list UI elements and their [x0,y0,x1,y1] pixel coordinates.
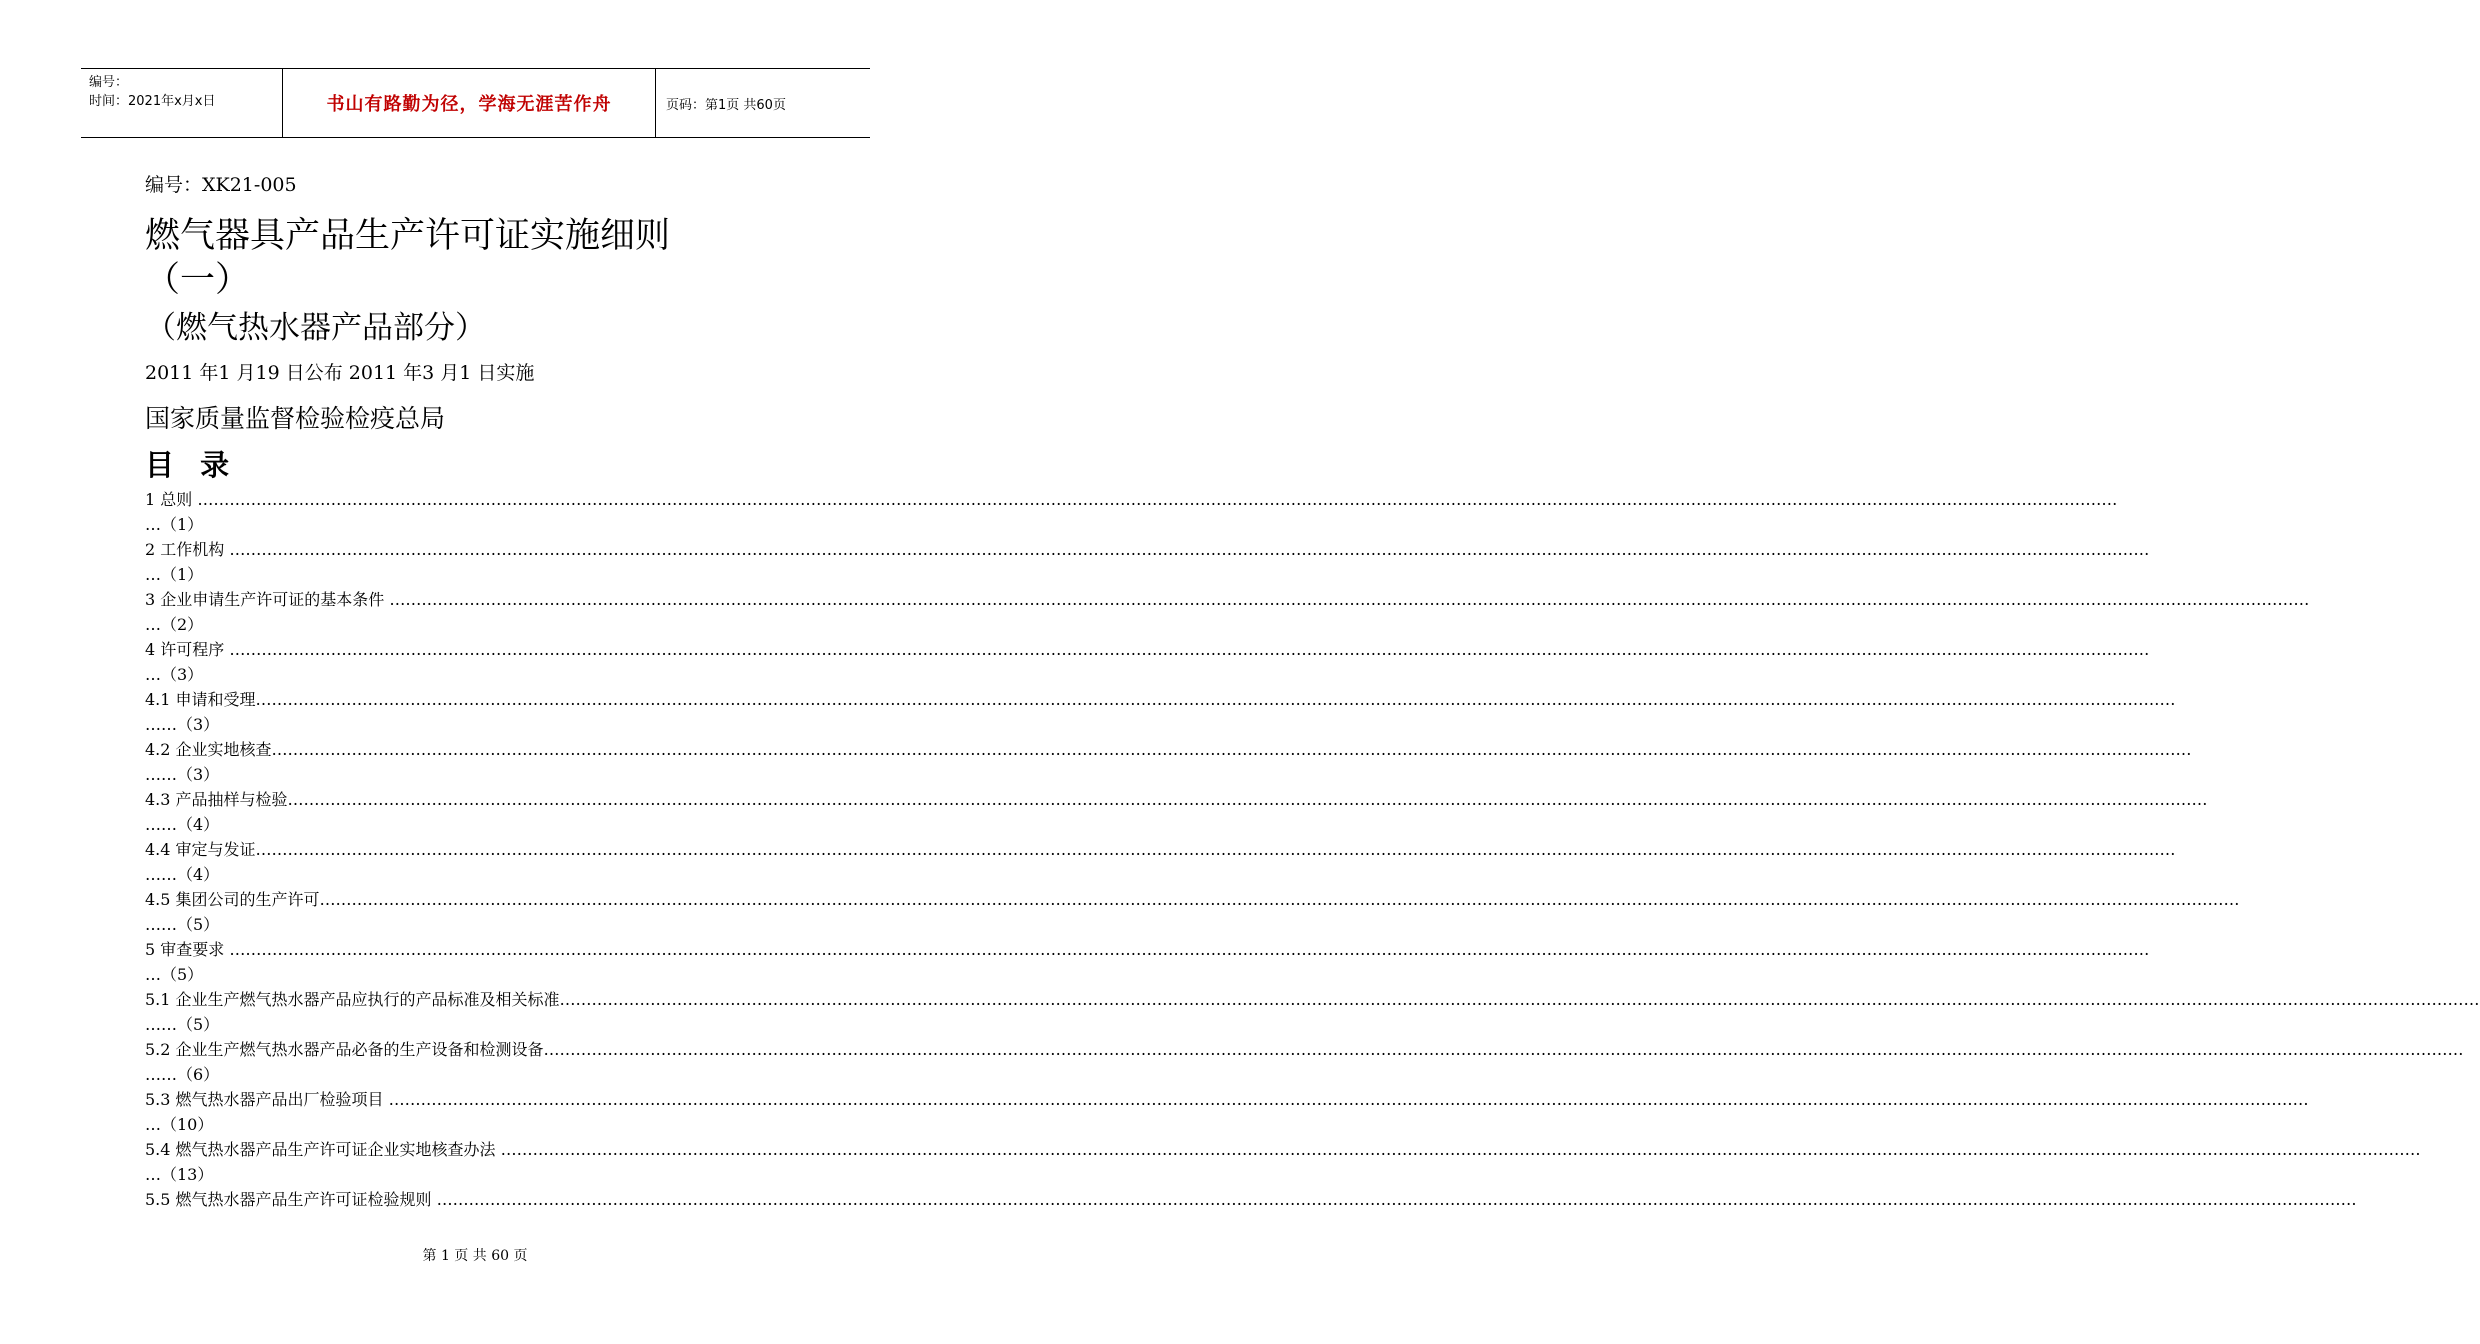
toc-dot-leader: ……………………………………………………………………………………………………………………………………………………………………………………………………………………………………………………………………………………………………………………………… [287,790,2208,809]
toc-entry[interactable] [145,987,2480,1037]
toc-entry-label: 1 总则 [145,490,198,509]
toc-entry-label: 3 企业申请生产许可证的基本条件 [145,590,390,609]
toc-entry-row [145,737,2192,762]
toc-dot-leader: ……………………………………………………………………………………………………………………………………………………………………………………………………………………………………………………………………………………………………………………………… [543,1040,2464,1059]
toc-entry-label: 4.1 申请和受理 [145,690,256,709]
toc-entry[interactable] [145,937,2150,987]
toc-entry[interactable] [145,1137,2421,1187]
header-meta [81,69,282,137]
header-number-label: 编号： [89,75,129,90]
toc-entry[interactable] [145,537,2150,587]
toc-entry-page: ……（4） [145,865,220,884]
toc-dot-leader: ……………………………………………………………………………………………………………………………………………………………………………………………………………………………………………………………………………………………………………………………… [255,840,2176,859]
document-agency: 国家质量监督检验检疫总局 [145,404,446,433]
document-title-part: （一） [145,260,251,300]
toc-entry-row [145,1087,2309,1112]
toc-entry-row [145,787,2208,812]
toc-dot-leader: ……………………………………………………………………………………………………………………………………………………………………………………………………………………………………………………………………………………………………………………………… [271,740,2192,759]
toc-dot-leader: ……………………………………………………………………………………………………………………………………………………………………………………………………………………………………………………………………………………………………………………………… [388,1090,2309,1109]
toc-dot-leader: ……………………………………………………………………………………………………………………………………………………………………………………………………………………………………………………………………………………………………………………………… [389,590,2310,609]
header-slogan: 书山有路勤为径，学海无涯苦作舟 [282,69,656,137]
toc-entry-row [145,537,2150,562]
toc-entry[interactable] [145,887,2240,937]
toc-entry-row [145,987,2480,1012]
header-date-label: 时间：2021年x月x日 [89,94,216,109]
toc-entry-row [145,487,2118,512]
toc-entry[interactable] [145,1087,2309,1137]
page-footer: 第 1 页 共 60 页 [422,1248,528,1264]
toc-entry-label: 2 工作机构 [145,540,230,559]
toc-entry-label: 4 许可程序 [145,640,230,659]
toc-entry-page: …（1） [145,565,204,584]
toc-entry-page: …（10） [145,1115,214,1134]
toc-dot-leader: ……………………………………………………………………………………………………………………………………………………………………………………………………………………………………………………………………………………………………………………………… [255,690,2176,709]
document-code: 编号：XK21-005 [145,174,297,196]
toc-entry-page: ……（5） [145,1015,220,1034]
toc-entry-label: 5.4 燃气热水器产品生产许可证企业实地核查办法 [145,1140,501,1159]
toc-entry-label: 5 审查要求 [145,940,230,959]
toc-entry[interactable] [145,687,2176,737]
toc-entry[interactable] [145,737,2192,787]
toc-entry-label: 4.3 产品抽样与检验 [145,790,288,809]
toc-entry-label: 5.2 企业生产燃气热水器产品必备的生产设备和检测设备 [145,1040,544,1059]
toc-entry-row [145,1137,2421,1162]
toc-entry-label: 4.5 集团公司的生产许可 [145,890,320,909]
toc-entry-page: …（2） [145,615,204,634]
toc-entry-label: 5.5 燃气热水器产品生产许可证检验规则 [145,1190,437,1209]
toc-heading: 目 录 [145,448,238,482]
document-title: 燃气器具产品生产许可证实施细则 [145,216,671,256]
document-dates: 2011 年1 月19 日公布 2011 年3 月1 日实施 [145,362,535,384]
toc-entry-page: ……（3） [145,765,220,784]
toc-entry-row [145,1037,2464,1062]
toc-entry-label: 4.4 审定与发证 [145,840,256,859]
toc-dot-leader: ……………………………………………………………………………………………………………………………………………………………………………………………………………………………………………………………………………………………………………………………… [559,990,2480,1009]
toc-entry-row [145,887,2240,912]
toc-dot-leader: ……………………………………………………………………………………………………………………………………………………………………………………………………………………………………………………………………………………………………………………………… [319,890,2240,909]
toc-entry[interactable] [145,587,2310,637]
toc-entry-row [145,837,2176,862]
toc-entry-page [145,1212,825,1237]
toc-entry[interactable] [145,487,2118,537]
document-body [145,170,2480,1237]
toc-entry-label: 5.3 燃气热水器产品出厂检验项目 [145,1090,389,1109]
toc-dot-leader: ……………………………………………………………………………………………………………………………………………………………………………………………………………………………………………………………………………………………………………………………… [197,490,2118,509]
table-of-contents [145,487,2480,1237]
toc-entry[interactable] [145,1187,2357,1237]
header-page-info: 页码：第1页 共60页 [666,97,786,113]
toc-entry[interactable] [145,837,2176,887]
toc-dot-leader: ……………………………………………………………………………………………………………………………………………………………………………………………………………………………………………………………………………………………………………………………… [436,1190,2357,1209]
toc-entry[interactable] [145,1037,2464,1087]
toc-dot-leader: ……………………………………………………………………………………………………………………………………………………………………………………………………………………………………………………………………………………………………………………………… [500,1140,2421,1159]
toc-entry-label: 4.2 企业实地核查 [145,740,272,759]
toc-entry-row [145,937,2150,962]
toc-entry-row [145,687,2176,712]
toc-entry-page: …（5） [145,965,204,984]
toc-entry-page: …（3） [145,665,204,684]
page-header [81,68,870,138]
toc-entry-row [145,1187,2357,1212]
toc-entry-label: 5.1 企业生产燃气热水器产品应执行的产品标准及相关标准 [145,990,560,1009]
toc-dot-leader: ……………………………………………………………………………………………………………………………………………………………………………………………………………………………………………………………………………………………………………………………… [229,940,2150,959]
toc-entry-page: …（13） [145,1165,214,1184]
toc-dot-leader: ……………………………………………………………………………………………………………………………………………………………………………………………………………………………………………………………………………………………………………………………… [229,540,2150,559]
toc-entry-page: ……（3） [145,715,220,734]
toc-entry[interactable] [145,637,2150,687]
toc-entry-page: ……（5） [145,915,220,934]
toc-entry-page: ……（6） [145,1065,220,1084]
toc-dot-leader: ……………………………………………………………………………………………………………………………………………………………………………………………………………………………………………………………………………………………………………………………… [229,640,2150,659]
document-subtitle: （燃气热水器产品部分） [145,310,486,346]
toc-entry-page: ……（4） [145,815,220,834]
toc-entry-page: …（1） [145,515,204,534]
toc-entry[interactable] [145,787,2208,837]
toc-entry-row [145,587,2310,612]
toc-entry-row [145,637,2150,662]
